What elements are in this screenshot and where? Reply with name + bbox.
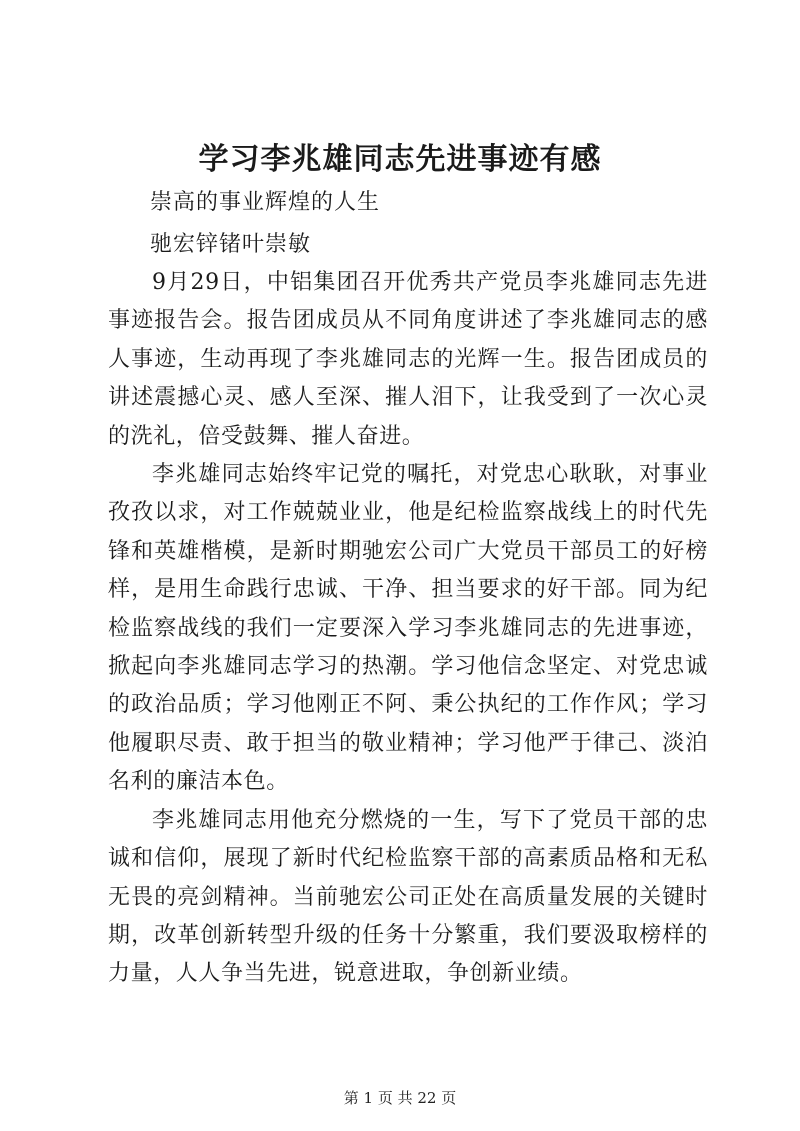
paragraph: 李兆雄同志始终牢记党的嘱托，对党忠心耿耿，对事业孜孜以求，对工作兢兢业业，他是纪检监察战线上的时代先锋和英雄楷模，是新时期驰宏公司广大党员干部员工的好榜样，是用生命践行忠诚、干净、担当要求的好干部。同为纪检监察战线的我们一定要深入学习李兆雄同志的先进事迹，掀起向李兆雄同志学习的热潮。学习他信念坚定、对党忠诚的政治品质；学习他刚正不阿、秉公执纪的工作作风；学习他履职尽责、敢于担当的敬业精神；学习他严于律己、淡泊名利的廉洁本色。: [108, 462, 708, 795]
paragraph: 9月29日，中铝集团召开优秀共产党员李兆雄同志先进事迹报告会。报告团成员从不同角度讲述了李兆雄同志的感人事迹，生动再现了李兆雄同志的光辉一生。报告团成员的讲述震撼心灵、感人至深、摧人泪下，让我受到了一次心灵的洗礼，倍受鼓舞、摧人奋进。: [108, 270, 708, 449]
author-line: 驰宏锌锗叶崇敏: [150, 232, 312, 257]
document-body: [108, 264, 708, 994]
paragraph: 李兆雄同志用他充分燃烧的一生，写下了党员干部的忠诚和信仰，展现了新时代纪检监察干部的高素质品格和无私无畏的亮剑精神。当前驰宏公司正处在高质量发展的关键时期，改革创新转型升级的任务十分繁重，我们要汲取榜样的力量，人人争当先进，锐意进取，争创新业绩。: [108, 807, 708, 987]
document-title: 学习李兆雄同志先进事迹有感: [198, 142, 602, 177]
subtitle-line: 崇高的事业辉煌的人生: [150, 190, 381, 215]
page-number-footer: 第 1 页 共 22 页: [343, 1089, 457, 1107]
